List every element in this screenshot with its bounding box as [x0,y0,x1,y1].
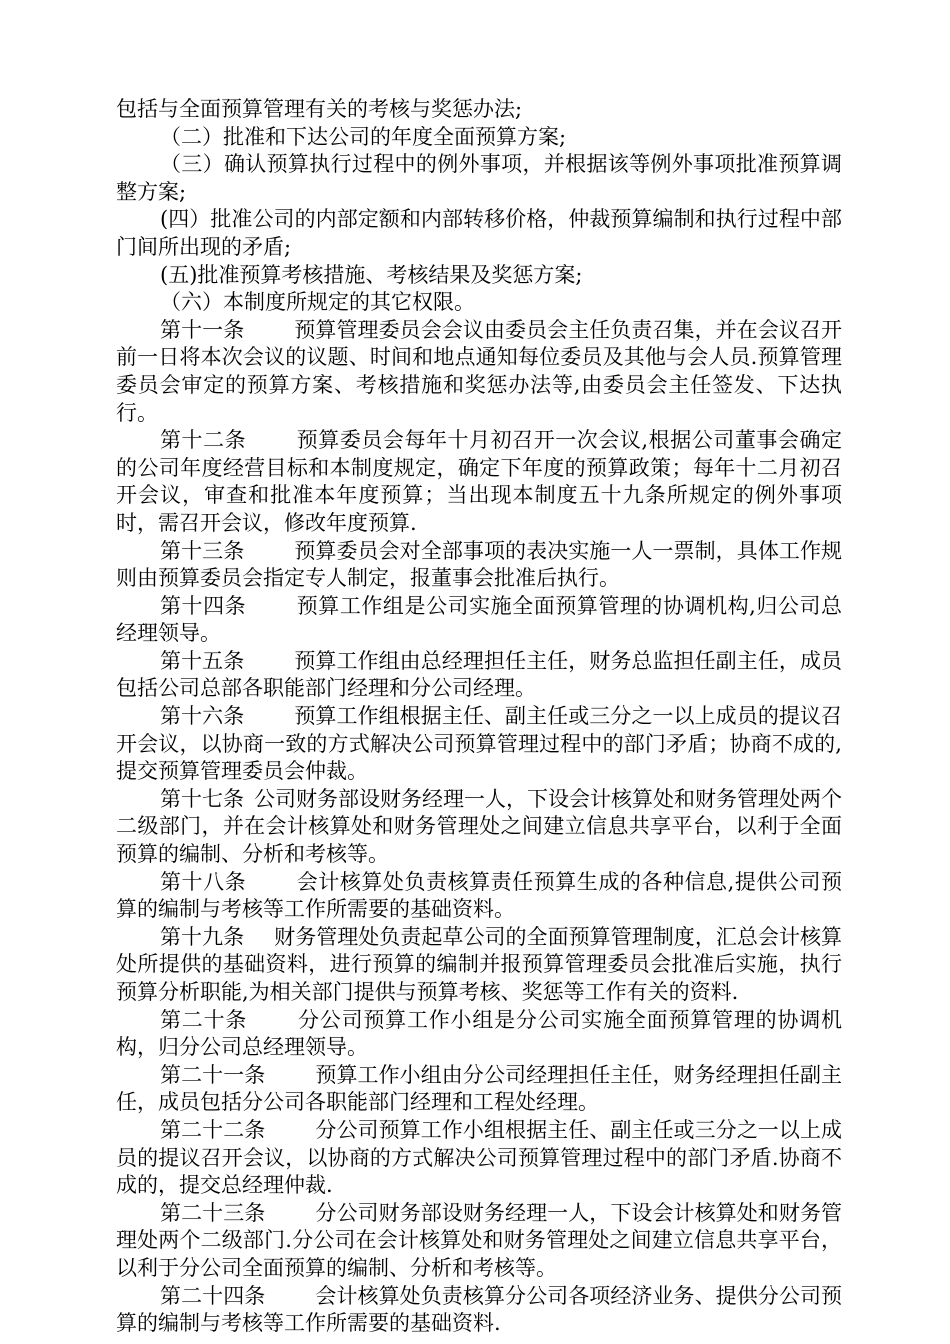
article-number: 第十一条 [160,317,245,342]
paragraph: （六）本制度所规定的其它权限。 [160,290,475,315]
article-text: 分公司预算工作小组是分公司实施全面预算管理的协调机构，归分公司总经理领导。 [116,1007,843,1060]
article-text: 公司财务部设财务经理一人，下设会计核算处和财务管理处两个二级部门，并在会计核算处和财务管理处之间建立信息共享平台，以利于全面预算的编制、分析和考核等。 [116,786,842,867]
article-19 [116,924,842,1007]
article-text: 分公司财务部设财务经理一人，下设会计核算处和财务管理处两个二级部门.分公司在会计核算处和财务管理处之间建立信息共享平台，以利于分公司全面预算的编制、分析和考核等。 [116,1200,843,1280]
article-22 [116,1117,842,1200]
article-number: 第二十条 [160,1007,248,1032]
article-text: 预算委员会每年十月初召开一次会议,根据公司董事会确定的公司年度经营目标和本制度规定，确定下年度的预算政策；每年十二月初召开会议，审查和批准本年度预算；当出现本制度五十九条所规定的例外事项时，需召开会议，修改年度预算. [116,428,842,535]
paragraph: (五)批准预算考核措施、考核结果及奖惩方案; [160,262,583,287]
article-text: 预算工作组由总经理担任主任，财务总监担任副主任，成员包括公司总部各职能部门经理和分公司经理。 [116,648,843,701]
article-15 [116,648,842,703]
article-14 [116,593,842,648]
article-number: 第十五条 [160,648,245,673]
article-text: 预算工作组是公司实施全面预算管理的协调机构,归公司总经理领导。 [116,593,842,646]
article-number: 第二十一条 [160,1062,266,1087]
article-24 [116,1283,842,1338]
article-number: 第十六条 [160,704,245,729]
article-20 [116,1007,842,1062]
article-number: 第二十二条 [160,1117,266,1142]
article-text: 预算工作小组由分公司经理担任主任，财务经理担任副主任，成员包括分公司各职能部门经理和工程处经理。 [116,1062,843,1115]
article-text: 分公司预算工作小组根据主任、副主任或三分之一以上成员的提议召开会议，以协商的方式解决公司预算管理过程中的部门矛盾.协商不成的，提交总经理仲裁. [116,1117,843,1198]
article-number: 第十三条 [160,538,245,563]
article-12 [116,427,842,537]
article-text: 财务管理处负责起草公司的全面预算管理制度，汇总会计核算处所提供的基础资料，进行预算的编制并报预算管理委员会批准后实施，执行预算分析职能,为相关部门提供与预算考核、奖惩等工作有关的资料. [116,924,843,1004]
article-number: 第二十三条 [160,1200,266,1225]
article-text: 预算委员会对全部事项的表决实施一人一票制，具体工作规则由预算委员会指定专人制定，报董事会批准后执行。 [116,538,843,591]
article-text: 预算管理委员会会议由委员会主任负责召集，并在会议召开前一日将本次会议的议题、时间和地点通知每位委员及其他与会人员.预算管理委员会审定的预算方案、考核措施和奖惩办法等,由委员会主任签发、下达执行。 [116,317,843,425]
article-number: 第十七条 [160,786,244,811]
paragraph: (四）批准公司的内部定额和内部转移价格，仲裁预算编制和执行过程中部门间所出现的矛盾; [116,207,842,259]
article-16 [116,703,842,786]
article-text: 预算工作组根据主任、副主任或三分之一以上成员的提议召开会议，以协商一致的方式解决公司预算管理过程中的部门矛盾；协商不成的,提交预算管理委员会仲裁。 [116,704,843,784]
article-text: 会计核算处负责核算分公司各项经济业务、提供分公司预算的编制与考核等工作所需要的基础资料. [116,1283,843,1336]
article-11 [116,317,842,427]
article-18 [116,869,842,924]
document-page [116,96,842,1338]
article-number: 第二十四条 [160,1283,266,1308]
paragraph: 包括与全面预算管理有关的考核与奖惩办法; [116,97,523,121]
article-21 [116,1062,842,1117]
article-17 [116,786,842,869]
article-13 [116,538,842,593]
article-number: 第十九条 [160,924,245,949]
paragraph: （二）批准和下达公司的年度全面预算方案; [160,124,567,149]
article-text: 会计核算处负责核算责任预算生成的各种信息,提供公司预算的编制与考核等工作所需要的基础资料。 [116,869,842,922]
article-number: 第十八条 [160,869,247,894]
article-number: 第十四条 [160,593,247,618]
article-23 [116,1200,842,1283]
article-number: 第十二条 [160,428,247,453]
paragraph: （三）确认预算执行过程中的例外事项，并根据该等例外事项批准预算调整方案; [116,152,842,204]
